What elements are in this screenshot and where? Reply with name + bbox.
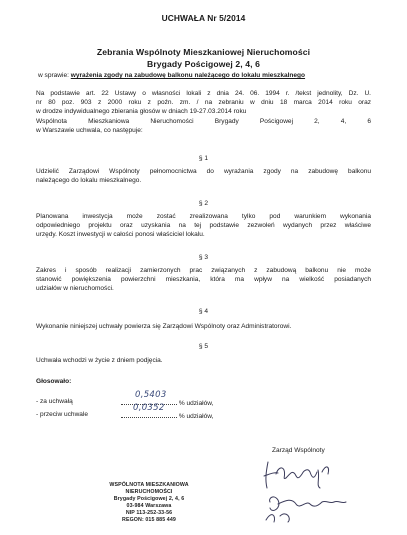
voting-heading: Głosowało: [36, 378, 72, 385]
stamp-line: 03-984 Warszawa [126, 503, 172, 510]
section-body [36, 167, 371, 185]
section-body [36, 356, 371, 365]
section-line: odpowiedniego projektu oraz uzyskania na tej podstawie zezwoleń wydanych przez właściwe [36, 222, 371, 230]
section-mark: § 2 [198, 200, 209, 207]
stamp-line: Brygady Pościgowej 2, 4, 6 [113, 496, 185, 503]
section-body [36, 322, 371, 331]
section-line: Wykonanie niniejszej uchwały powierza się Zarządowi Wspólnoty oraz Administratorowi. [36, 323, 292, 330]
vote-against-unit: % udziałów, [178, 413, 214, 420]
subject-line [38, 71, 305, 80]
section-line: Udzielić Zarządowi Wspólnoty pełnomocnictwa do wyrażania zgody na zabudowę balkonu [36, 168, 371, 175]
subject-prefix: w sprawie: [38, 72, 69, 79]
section-mark: § 1 [198, 155, 209, 162]
vote-for-label: - za uchwałą [36, 398, 73, 405]
preamble-line: nr 80 poz. 903 z 2000 roku z poźn. zm. / na zebraniu w dniu 18 marca 2014 roku oraz [36, 99, 371, 107]
vote-against-row [121, 403, 214, 421]
vote-against-blank [121, 403, 177, 418]
section-line: udziałów w nieruchomości. [36, 285, 114, 293]
document-subtitle-line1: Zebrania Wspólnoty Mieszkaniowej Nieruchomości [96, 47, 311, 57]
section-body [36, 212, 371, 240]
preamble [36, 89, 371, 135]
stamp-line: REGON: 015 885 449 [122, 517, 176, 524]
vote-for-unit: % udziałów, [178, 400, 214, 407]
board-label: Zarząd Wspólnoty [272, 447, 325, 454]
stamp-line: NIERUCHOMOŚCI [125, 489, 173, 496]
vote-against-label: - przeciw uchwale [36, 411, 89, 418]
vote-against-value: 0,0352 [133, 403, 165, 413]
document-subtitle-line2: Brygady Pościgowej 2, 4, 6 [147, 59, 260, 69]
vote-for-value: 0,5403 [135, 390, 167, 400]
document-title: UCHWAŁA Nr 5/2014 [161, 13, 246, 23]
preamble-line: w drodze indywidualnego zbierania głosów w dniach 19-27.03.2014 roku [36, 108, 247, 116]
preamble-line: Na podstawie art. 22 Ustawy o własności lokali z dnia 24. 06. 1994 r. /tekst jednolity, Dz. U. [36, 90, 371, 97]
section-line: Uchwała wchodzi w życie z dniem podjęcia. [36, 357, 163, 364]
section-mark: § 3 [198, 254, 209, 261]
stamp-line: NIP 113-252-33-56 [125, 510, 173, 517]
subject-text: wyrażenia zgody na zabudowę balkonu należącego do lokalu mieszkalnego [70, 72, 306, 79]
stamp-line: WSPÓLNOTA MIESZKANIOWA [109, 482, 189, 488]
section-body [36, 266, 371, 294]
section-line: Planowana inwestycja może zostać zrealizowana tylko pod warunkiem wykonania [36, 213, 371, 220]
section-mark: § 5 [198, 343, 209, 350]
section-line: Zakres i sposób realizacji zamierzonych prac związanych z zabudową balkonu nie może [36, 267, 371, 274]
preamble-line: Wspólnota Mieszkaniowa Nieruchomości Brygady Pościgowej 2, 4, 6 [36, 117, 371, 125]
preamble-line: w Warszawie uchwala, co następuje: [36, 126, 143, 134]
association-stamp [89, 482, 209, 525]
section-line: stanowić powiększenia powierzchni mieszkania, która ma wpływ na wielkość posiadanych [36, 276, 371, 284]
section-line: urzędy. Koszt inwestycji w całości ponosi właściciel lokalu. [36, 231, 205, 239]
signature-icon [262, 458, 372, 533]
section-line: należącego do lokalu mieszkalnego. [36, 177, 142, 185]
section-mark: § 4 [198, 308, 209, 315]
